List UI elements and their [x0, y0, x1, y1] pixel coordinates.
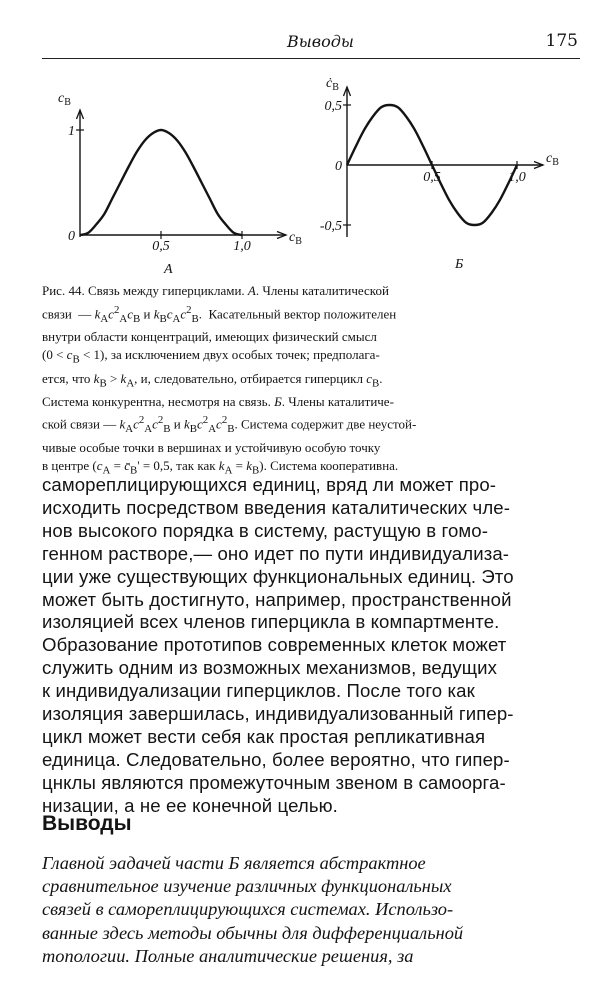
- x-tick-label: 1,0: [233, 239, 251, 254]
- intro-line: топологии. Полные аналитические решения, за: [42, 945, 414, 966]
- body-line: исходить посредством введения каталитических чле-: [42, 496, 511, 518]
- running-header: [42, 28, 580, 59]
- y-tick-label: -0,5: [319, 219, 342, 234]
- body-line: цнклы являются промежуточным звеном в самоорга-: [42, 771, 506, 793]
- body-line: цикл может вести себя как простая репликативная: [42, 725, 486, 747]
- body-paragraph: [42, 474, 580, 818]
- y-tick-label: 1: [68, 124, 75, 139]
- intro-line: сравнительное изучение различных функциональных: [42, 876, 452, 897]
- y-axis-label: $c_B$: [58, 91, 71, 108]
- body-line: к индивидуализации гиперциклов. После того как: [42, 680, 475, 702]
- x-tick-label: 0,5: [152, 239, 170, 254]
- body-line: генном растворе,— оно идет по пути индивидуализа-: [42, 542, 510, 564]
- body-line: изоляция завершилась, индивидуализованный гипер-: [42, 703, 514, 725]
- panel-a-label: А: [164, 262, 173, 277]
- body-line: единица. Следовательно, более вероятно, что гипер-: [42, 748, 510, 770]
- caption-line: ется, что $k_B > k_A$, и, следовательно, отбирается гиперцикл $c_B$.: [42, 370, 383, 390]
- figure-caption: [42, 282, 578, 480]
- intro-line: Главной эадачей части Б является абстрактное: [42, 853, 426, 873]
- body-line: самореплицирующихся единиц, вряд ли может про-: [42, 474, 497, 495]
- y-tick-label: 0,5: [324, 99, 342, 114]
- x-axis-label: $c_B$: [289, 230, 302, 247]
- page-number: 175: [545, 31, 578, 51]
- intro-line: связей в самореплицирующихся системах. Использо-: [42, 899, 454, 920]
- y-tick-label: 0: [335, 159, 342, 174]
- figure-panel-b: [305, 75, 585, 275]
- panel-b-label: Б: [455, 257, 464, 272]
- running-title: Выводы: [287, 32, 354, 51]
- body-line: ции уже существующих функциональных единиц. Это: [42, 565, 514, 587]
- caption-line: связи — $k_Ac^2_Ac_B$ и $k_Bc_Ac^2_B$. Касательный вектор положителен: [42, 303, 397, 325]
- figure-panel-a: [50, 82, 310, 282]
- y-axis-label: $ċ_B$: [326, 76, 339, 93]
- caption-line: в центре ($c_A$ = $c̄_B' = 0,5$, так как $k_A = k_B$). Система кооперативна.: [42, 458, 399, 477]
- body-line: Образование прототипов современных клеток может: [42, 634, 507, 656]
- intro-paragraph: [42, 852, 580, 968]
- caption-line: чивые особые точки в вершинах и устойчивую особую точку: [42, 439, 381, 455]
- x-axis-label: $c_B$: [546, 151, 559, 168]
- caption-line: Рис. 44. Связь между гиперциклами. А. Члены каталитической: [42, 283, 389, 298]
- caption-line: внутри области концентраций, имеющих физический смысл: [42, 328, 377, 344]
- intro-line: ванные здесь методы обычны для дифференциальной: [42, 922, 464, 943]
- section-heading: Выводы: [42, 812, 132, 835]
- x-tick-label: 0,5: [423, 170, 441, 185]
- x-tick-label: 1,0: [508, 170, 526, 185]
- body-line: низации, а не ее конечной целью.: [42, 794, 338, 816]
- curve-series-line: [80, 130, 242, 235]
- caption-line: ской связи — $k_Ac^2_Ac^2_B$ и $k_Bc^2_Ac^2_B$. Система содержит две неустой-: [42, 414, 417, 436]
- body-line: служить одним из возможных механизмов, ведущих: [42, 657, 498, 679]
- caption-line: Система конкурентна, несмотря на связь. Б. Члены каталитиче-: [42, 393, 394, 409]
- body-line: изоляцией всех членов гиперцикла в компартменте.: [42, 611, 500, 633]
- y-tick-label: 0: [68, 229, 75, 244]
- body-line: нов высокого порядка в систему, растущую в гомо-: [42, 519, 489, 541]
- caption-line: $(0 < c_B < 1)$, за исключением двух особых точек; предполага-: [42, 347, 380, 367]
- body-line: может быть достигнуто, например, пространственной: [42, 588, 512, 610]
